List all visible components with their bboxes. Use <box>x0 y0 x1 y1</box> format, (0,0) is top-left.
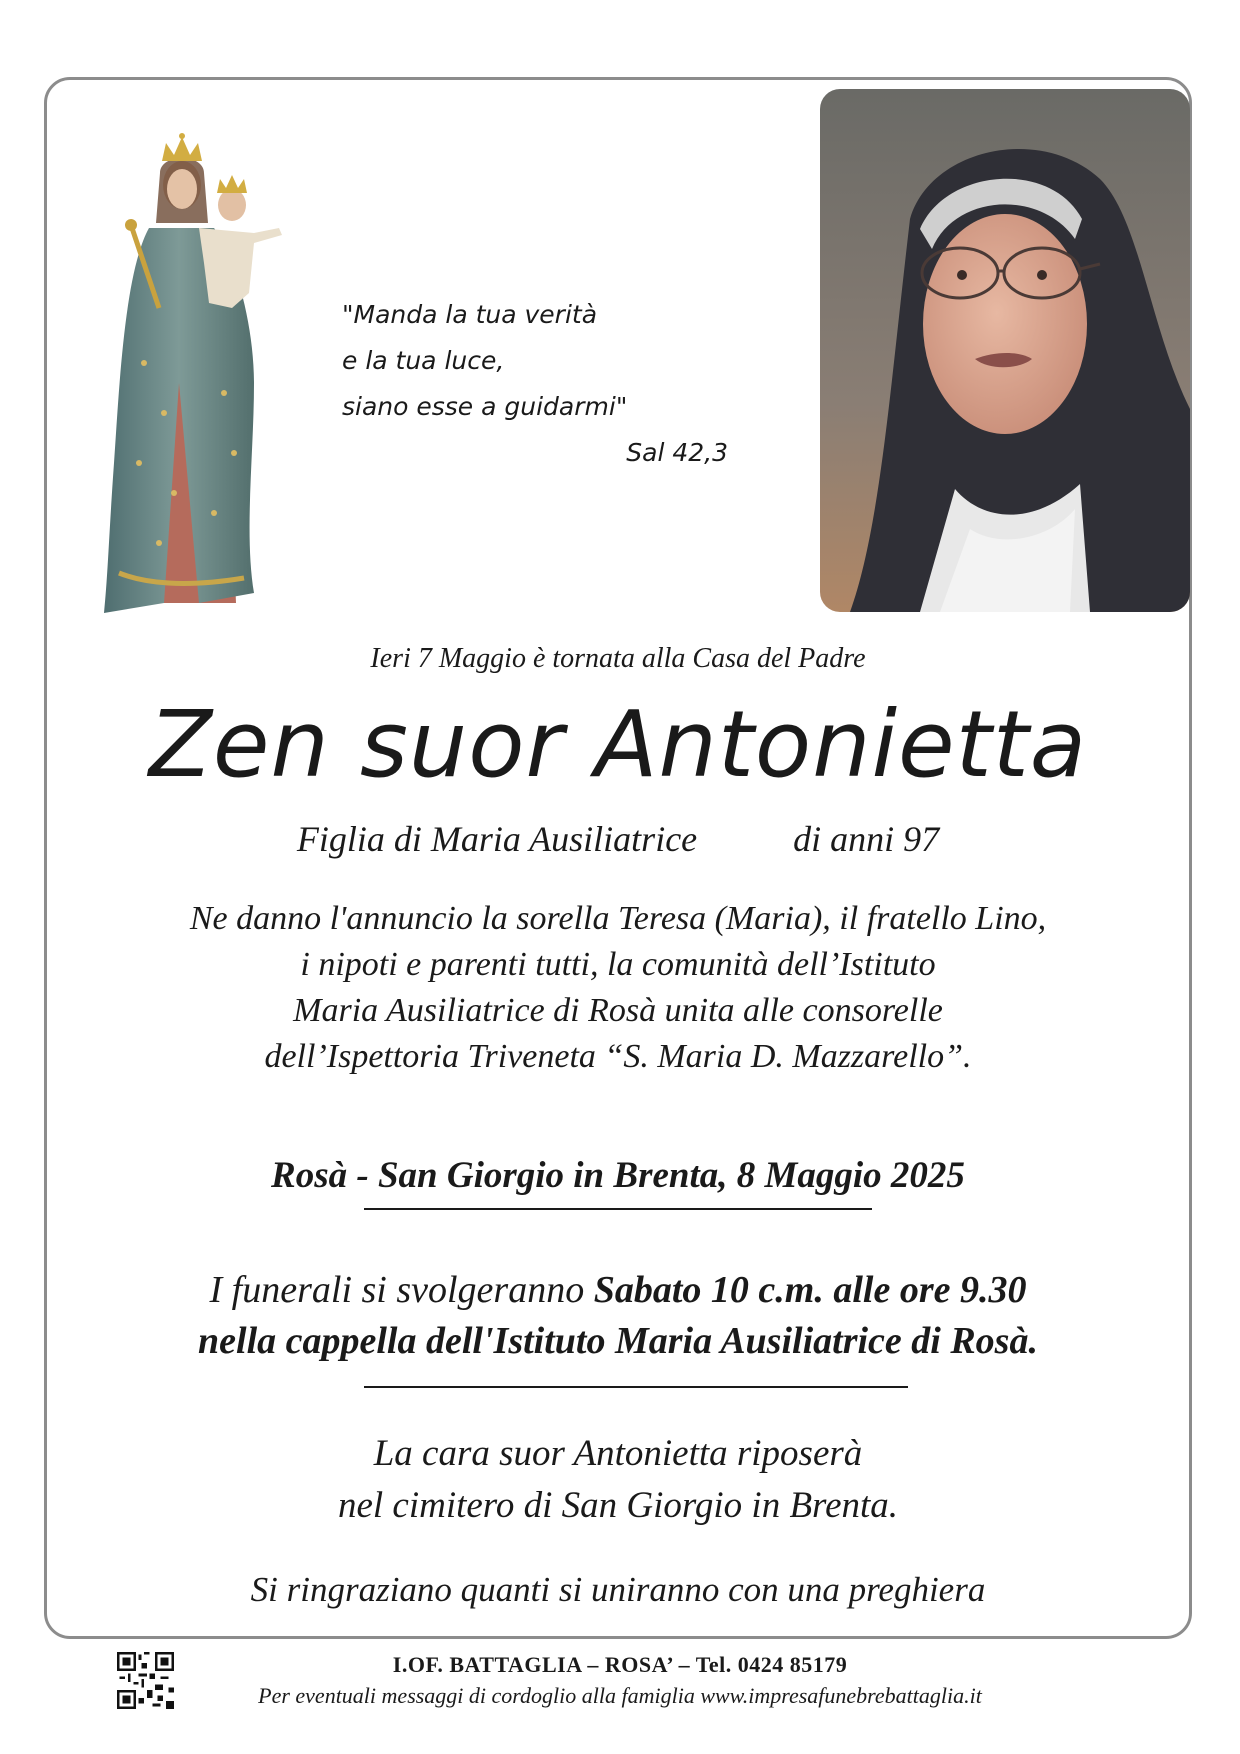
announcement-intro: Ieri 7 Maggio è tornata alla Casa del Padre <box>370 643 866 674</box>
thanks-text: Si ringraziano quanti si uniranno con una preghiera <box>250 1570 986 1609</box>
quote-reference: Sal 42,3 <box>626 438 728 467</box>
bible-quote <box>342 292 742 476</box>
funeral-time: Sabato 10 c.m. alle ore 9.30 <box>593 1269 1027 1311</box>
congregation-label: Figlia di Maria Ausiliatrice <box>296 819 698 859</box>
deceased-name: Zen suor Antonietta <box>148 691 1088 798</box>
deceased-subtitle <box>44 818 1192 860</box>
burial-line: La cara suor Antonietta riposerà <box>373 1433 863 1474</box>
funeral-info <box>44 1265 1192 1367</box>
age-label: di anni 97 <box>793 819 940 859</box>
agency-footer: I.OF. BATTAGLIA – ROSA’ – Tel. 0424 85179 <box>392 1652 848 1677</box>
announcement-body <box>44 896 1192 1080</box>
announcement-line: Maria Ausiliatrice di Rosà unita alle consorelle <box>293 992 943 1029</box>
divider <box>364 1386 908 1388</box>
funeral-location: nella cappella dell'Istituto Maria Ausiliatrice di Rosà. <box>198 1320 1038 1362</box>
madonna-statue-image <box>104 133 316 615</box>
quote-line: "Manda la tua verità <box>342 300 598 329</box>
condolence-note: Per eventuali messaggi di cordoglio alla famiglia www.impresafunebrebattaglia.it <box>258 1683 982 1708</box>
quote-line: siano esse a guidarmi" <box>342 392 628 421</box>
burial-info <box>44 1428 1192 1532</box>
place-date: Rosà - San Giorgio in Brenta, 8 Maggio 2025 <box>271 1155 965 1196</box>
divider <box>364 1208 872 1210</box>
funeral-text: I funerali si svolgeranno <box>209 1269 594 1311</box>
announcement-line: Ne danno l'annuncio la sorella Teresa (Maria), il fratello Lino, <box>189 900 1047 937</box>
quote-line: e la tua luce, <box>342 346 505 375</box>
nun-portrait-photo <box>820 89 1190 612</box>
announcement-line: dell’Ispettoria Triveneta “S. Maria D. Mazzarello”. <box>264 1038 972 1075</box>
announcement-line: i nipoti e parenti tutti, la comunità dell’Istituto <box>300 946 936 983</box>
burial-line: nel cimitero di San Giorgio in Brenta. <box>337 1485 899 1526</box>
